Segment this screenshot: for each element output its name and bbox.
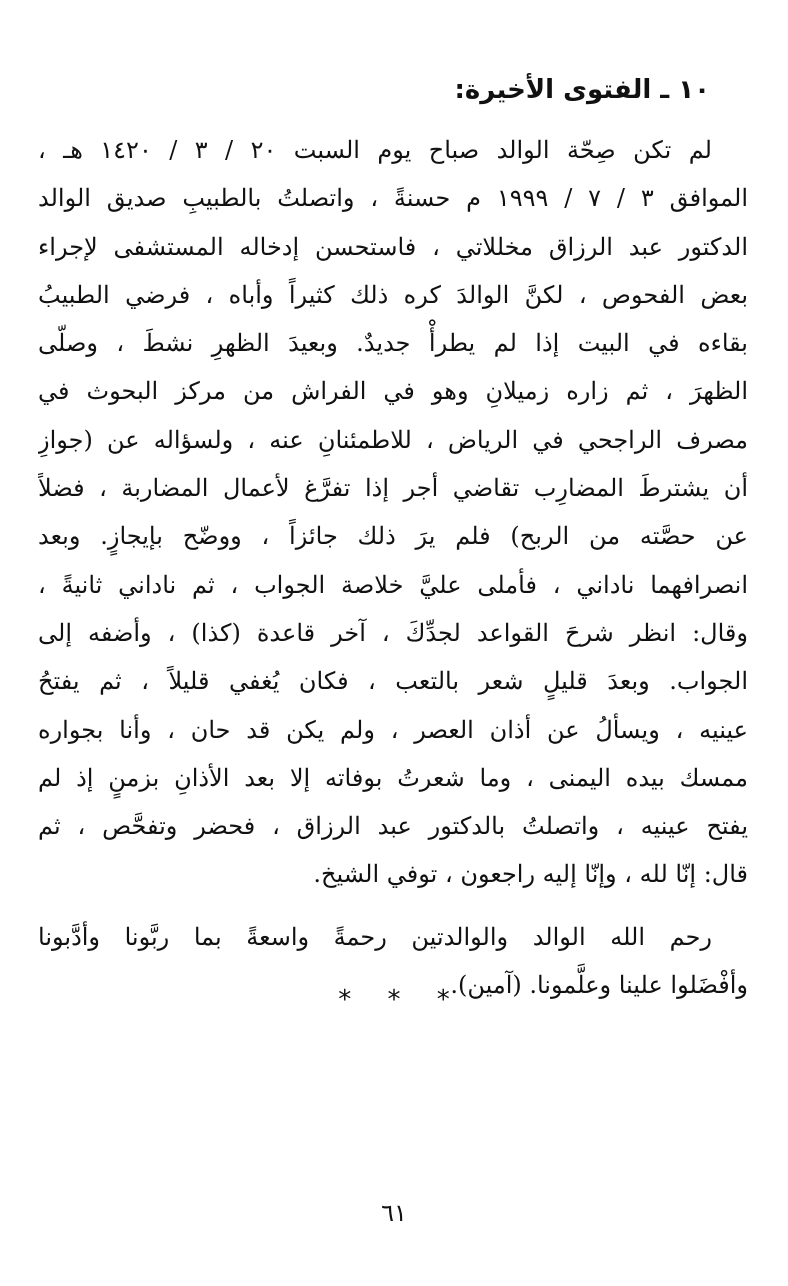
separator-asterisk: * — [338, 985, 352, 1015]
body-text — [38, 126, 748, 1009]
text-line: الدكتور عبد الرزاق مخللاتي ، فاستحسن إدخاله المستشفى لإجراء — [38, 232, 748, 261]
section-heading: ١٠ ـ الفتوى الأخيرة: — [454, 75, 710, 105]
text-line: وأفْضَلوا علينا وعلَّمونا. (آمين). — [450, 971, 748, 1000]
text-line: بقاءه في البيت إذا لم يطرأْ جديدٌ. وبعيدَ الظهرِ نشطَ ، وصلّى — [38, 329, 748, 358]
text-line: الموافق ٣ / ٧ / ١٩٩٩ م حسنةً ، واتصلتُ بالطبيبِ صديق الوالد — [38, 184, 748, 213]
section-separator — [0, 985, 788, 1015]
separator-asterisk: * — [436, 985, 450, 1015]
page-number: ٦١ — [381, 1199, 407, 1227]
separator-asterisk: * — [387, 985, 401, 1015]
text-line: انصرافهما ناداني ، فأملى عليَّ خلاصة الجواب ، ثم ناداني ثانيةً ، — [38, 570, 748, 599]
text-line: رحم الله الوالد والوالدتين رحمةً واسعةً بما ربَّونا وأدَّبونا — [38, 922, 712, 951]
text-line: ممسك بيده اليمنى ، وما شعرتُ بوفاته إلا بعد الأذانِ بزمنٍ إذ لم — [38, 763, 748, 792]
text-line: عينيه ، ويسألُ عن أذان العصر ، ولم يكن قد حان ، وأنا بجواره — [38, 715, 748, 744]
text-line: بعض الفحوص ، لكنَّ الوالدَ كره ذلك كثيراً وأباه ، فرضي الطبيبُ — [38, 280, 748, 309]
paragraph-1 — [38, 126, 748, 899]
text-line: وقال: انظر شرحَ القواعد لجدِّكَ ، آخر قاعدة (كذا) ، وأضفه إلى — [38, 618, 748, 647]
text-line: الظهرَ ، ثم زاره زميلانِ وهو في الفراش من مركز البحوث في — [38, 377, 748, 406]
text-line: لم تكن صِحّة الوالد صباح يوم السبت ٢٠ / ٣ / ١٤٢٠ هـ ، — [38, 136, 712, 164]
text-line: أن يشترطَ المضارِب تقاضي أجر إذا تفرَّغ لأعمال المضاربة ، فضلاً — [38, 474, 748, 503]
text-line: مصرف الراجحي في الرياض ، للاطمئنانِ عنه ، ولسؤاله عن (جوازِ — [38, 425, 748, 454]
text-line: الجواب. وبعدَ قليلٍ شعر بالتعب ، فكان يُغفي قليلاً ، ثم يفتحُ — [38, 667, 748, 696]
text-line: يفتح عينيه ، واتصلتُ بالدكتور عبد الرزاق ، فحضر وتفحَّص ، ثم — [38, 812, 748, 841]
text-line: عن حصَّته من الربح) فلم يرَ ذلك جائزاً ، ووضّح بإيجازٍ. وبعد — [38, 522, 748, 551]
text-line: قال: إنّا لله ، وإنّا إليه راجعون ، توفي الشيخ. — [313, 860, 748, 889]
paragraph-gap — [38, 899, 748, 913]
